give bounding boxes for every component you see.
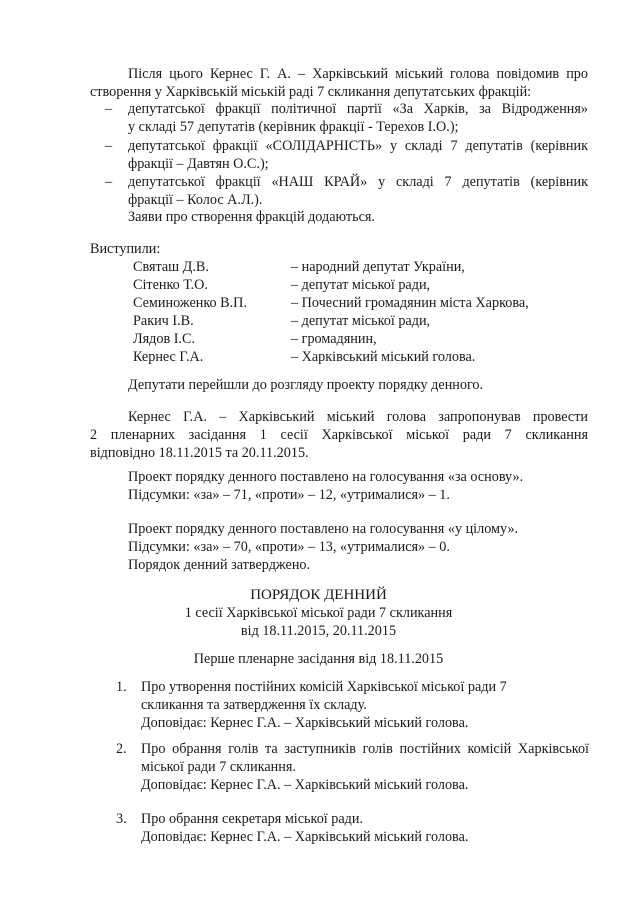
vote-basis-results: Підсумки: «за» – 71, «проти» – 12, «утрималися» – 1. (128, 487, 450, 503)
faction-2-marker: – (105, 138, 113, 154)
vote-basis-line-1: Проект порядку денного поставлено на голосування «за основу». (128, 469, 524, 485)
agenda-item-1-reporter: Доповідає: Кернес Г.А. – Харківський міський голова. (141, 715, 469, 731)
session-heading: Перше пленарне засідання від 18.11.2015 (193, 651, 444, 667)
faction-2-line-2: фракції – Давтян О.С.); (128, 156, 269, 172)
agenda-item-2-line-2: міської ради 7 скликання. (141, 759, 296, 775)
proposal-line-1: Кернес Г.А. – Харківський міський голова запропонував провести (128, 409, 588, 425)
speaker-name: Кернес Г.А. (133, 349, 204, 365)
agenda-item-3-line-1: Про обрання секретаря міської ради. (141, 811, 364, 827)
faction-3-line-1: депутатської фракції «НАШ КРАЙ» у складі 7 депутатів (керівник (128, 174, 588, 190)
speaker-role: – народний депутат України, (291, 259, 465, 275)
speaker-name: Святаш Д.В. (133, 259, 209, 275)
agenda-title: ПОРЯДОК ДЕННИЙ (250, 587, 387, 603)
agenda-item-number: 2. (116, 741, 127, 757)
agenda-subtitle: 1 сесії Харківської міської ради 7 скликання (184, 605, 453, 621)
agenda-item-number: 1. (116, 679, 127, 695)
transition-text: Депутати перейшли до розгляду проекту порядку денного. (128, 377, 484, 393)
speaker-role: – Почесний громадянин міста Харкова, (291, 295, 529, 311)
faction-1-line-2: у складі 57 депутатів (керівник фракції - Терехов І.О.); (128, 119, 459, 135)
agenda-dates: від 18.11.2015, 20.11.2015 (240, 623, 397, 639)
speaker-name: Лядов І.С. (133, 331, 195, 347)
intro-line-2: створення у Харківській міській раді 7 скликання депутатських фракцій: (90, 84, 532, 100)
speaker-role: – депутат міської ради, (291, 277, 431, 293)
proposal-line-3: відповідно 18.11.2015 та 20.11.2015. (90, 445, 309, 461)
agenda-item-1-line-2: скликання та затвердження їх складу. (141, 697, 367, 713)
proposal-line-2: 2 пленарних засідання 1 сесії Харківської міської ради 7 скликання (90, 427, 588, 443)
speaker-name: Семиноженко В.П. (133, 295, 247, 311)
speakers-heading: Виступили: (90, 241, 161, 257)
faction-3-line-2: фракції – Колос А.Л.). (128, 192, 263, 208)
intro-line-1: Після цього Кернес Г. А. – Харківський міський голова повідомив про (128, 66, 588, 82)
applications-note: Заяви про створення фракцій додаються. (128, 209, 375, 225)
agenda-item-number: 3. (116, 811, 127, 827)
agenda-item-1-line-1: Про утворення постійних комісій Харківської міської ради 7 (141, 679, 507, 695)
vote-whole-results: Підсумки: «за» – 70, «проти» – 13, «утрималися» – 0. (128, 539, 450, 555)
agenda-item-2-reporter: Доповідає: Кернес Г.А. – Харківський міський голова. (141, 777, 469, 793)
faction-1-line-1: депутатської фракції політичної партії «За Харків, за Відродження» (128, 101, 588, 117)
faction-2-line-1: депутатської фракції «СОЛІДАРНІСТЬ» у складі 7 депутатів (керівник (128, 138, 588, 154)
faction-1-marker: – (105, 101, 113, 117)
agenda-item-3-reporter: Доповідає: Кернес Г.А. – Харківський міський голова. (141, 829, 469, 845)
speaker-role: – громадянин, (291, 331, 377, 347)
speaker-role: – депутат міської ради, (291, 313, 431, 329)
agenda-approved-note: Порядок денний затверджено. (128, 557, 311, 573)
faction-3-marker: – (105, 174, 113, 190)
speaker-name: Ракич І.В. (133, 313, 194, 329)
speaker-role: – Харківський міський голова. (291, 349, 476, 365)
agenda-item-2-line-1: Про обрання голів та заступників голів постійних комісій Харківської (141, 741, 589, 757)
vote-whole-line-1: Проект порядку денного поставлено на голосування «у цілому». (128, 521, 519, 537)
speaker-name: Сітенко Т.О. (133, 277, 208, 293)
